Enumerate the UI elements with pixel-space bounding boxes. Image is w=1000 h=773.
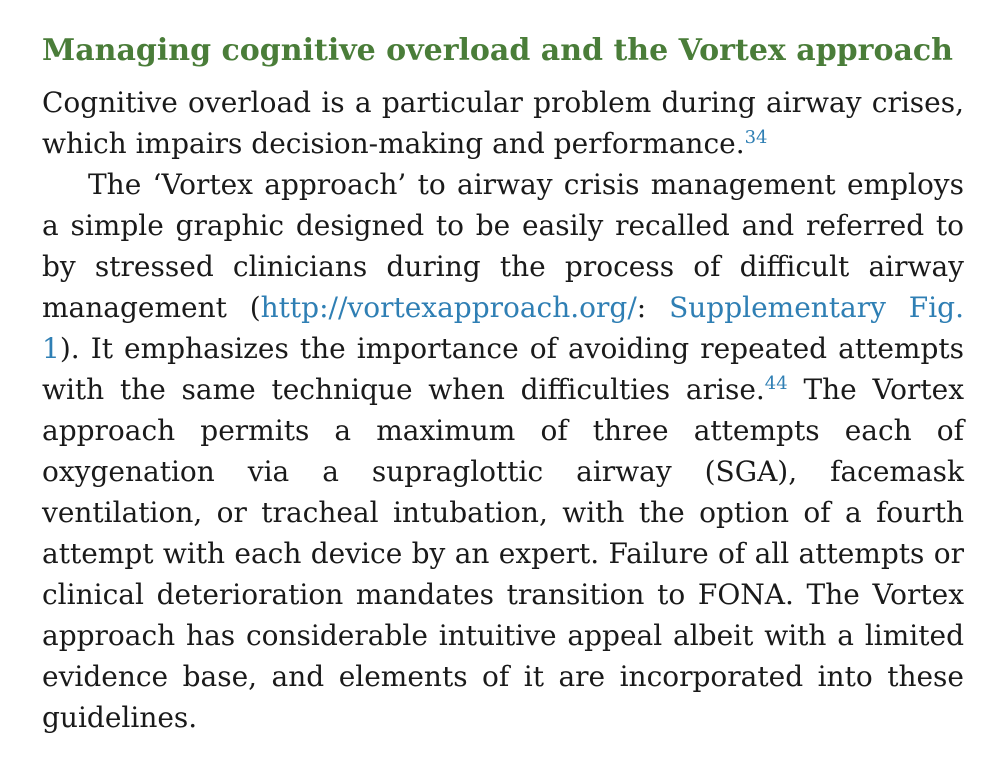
paragraph-2-text-part2: ). It emphasizes the importance of avoiding repeated attempts with the same technique when difficulties arise. <box>42 332 964 406</box>
reference-44[interactable]: 44 <box>764 373 788 394</box>
paragraph-2-text-part3: The Vortex approach permits a maximum of three attempts each of oxygenation via a supraglottic airway (SGA), facemask ventilation, or tracheal intubation, with the option of a fourth attempt with each device by an expert. Failure of all attempts or clinical deterioration mandates transition to FONA. The Vortex approach has considerable intuitive appeal albeit with a limited evidence base, and elements of it are incorporated into these guidelines. <box>42 373 964 734</box>
link-separator: : <box>636 291 647 324</box>
section-heading: Managing cognitive overload and the Vortex approach <box>42 33 953 68</box>
supplementary-fig-link[interactable]: Supplementary Fig. 1 <box>42 291 964 365</box>
paragraph-1-text: Cognitive overload is a particular problem during airway crises, which impairs decision-making and performance. <box>42 86 964 160</box>
reference-34[interactable]: 34 <box>744 127 768 148</box>
paragraph-cognitive-overload <box>42 82 964 164</box>
vortex-url-link[interactable]: http://vortexapproach.org/ <box>260 291 637 324</box>
article-section <box>42 28 964 738</box>
paragraph-vortex-approach <box>42 164 964 738</box>
paragraph-2-text-part1: The ‘Vortex approach’ to airway crisis management employs a simple graphic designed to be easily recalled and referred to by stressed clinicians during the process of difficult airway management ( <box>42 168 964 324</box>
